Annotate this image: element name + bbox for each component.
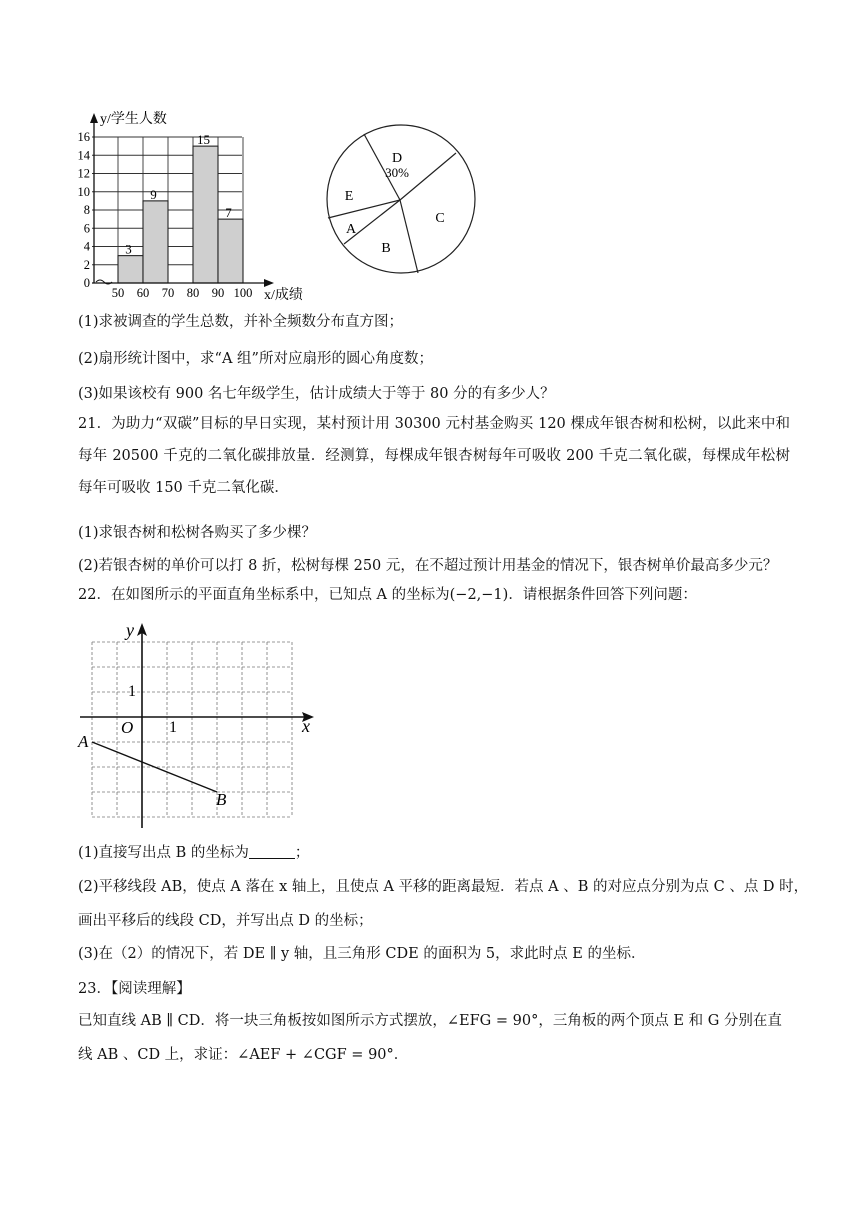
y-tick-label: 0	[83, 276, 90, 290]
histogram-bar	[193, 146, 218, 283]
pie-slice-label: D	[391, 151, 403, 166]
y-tick-label: 12	[77, 166, 90, 181]
q22-stem-end: ．请根据条件回答下列问题：	[508, 587, 697, 603]
histogram-y-axis-label: y/学生人数	[100, 112, 167, 127]
pie-slice-label: B	[381, 241, 391, 256]
answer-blank	[249, 844, 295, 859]
q21-stem: 21．为助力“双碳”目标的早日实现，某村预计用 30300 元村基金购买 120 棵成年银杏树和松树，以此来中和每年 20500 千克的二氧化碳排放量．经测算，每棵成年银杏树每年可吸收 200 千克二氧化碳，每棵成年松树每年可吸收 150 千克二氧化碳．	[78, 416, 790, 496]
x-tick-label: 60	[136, 286, 150, 300]
origin-label: O	[121, 718, 134, 737]
q20-part2: (2)扇形统计图中，求“A 组”所对应扇形的圆心角度数；	[78, 351, 433, 367]
q22-part1-text: (1)直接写出点 B 的坐标为	[78, 845, 249, 861]
y-tick-label: 8	[83, 203, 90, 217]
pie-divider	[400, 200, 418, 273]
histogram-bar	[218, 219, 243, 283]
y-tick-label: 4	[83, 239, 90, 254]
x-tick-label: 70	[161, 286, 175, 300]
x-tick-label: 90	[211, 286, 225, 300]
x-tick-label: 100	[233, 286, 253, 300]
q22-stem	[78, 585, 697, 605]
y-unit-label: 1	[128, 683, 136, 700]
q23-title: 23．【阅读理解】	[78, 981, 191, 997]
frequency-histogram	[70, 105, 320, 305]
q22-part2-line1: (2)平移线段 AB，使点 A 落在 x 轴上，且使点 A 平移的距离最短．若点 A 、B 的对应点分别为点 C 、点 D 时，	[78, 879, 809, 895]
histogram-bar	[118, 256, 143, 283]
bar-data-label: 7	[225, 205, 232, 221]
bar-data-label: 3	[125, 241, 132, 257]
pie-slice-label: C	[435, 211, 445, 226]
histogram-bars	[118, 146, 243, 283]
y-tick-label: 16	[77, 130, 90, 144]
q21-part1: (1)求银杏树和松树各购买了多少棵？	[78, 525, 317, 541]
q22-part1	[78, 843, 309, 863]
pie-slice-label: A	[345, 222, 357, 237]
grid-y-label: y	[126, 620, 134, 640]
q23-line1: 已知直线 AB ∥ CD．将一块三角板按如图所示方式摆放，∠EFG = 90°，三角板的两个顶点 E 和 G 分别在直	[78, 1013, 782, 1029]
histogram-x-axis-label: x/成绩	[264, 288, 303, 303]
pie-slice-percent: 30%	[385, 165, 409, 180]
y-tick-label: 10	[77, 184, 90, 199]
q20-part3: (3)如果该校有 900 名七年级学生，估计成绩大于等于 80 分的有多少人？	[78, 386, 555, 402]
point-b-label: B	[216, 790, 227, 809]
x-tick-label: 50	[111, 286, 125, 300]
x-tick-label: 80	[186, 286, 200, 300]
x-unit-label: 1	[169, 719, 177, 736]
q22-part3: (3)在（2）的情况下，若 DE ∥ y 轴，且三角形 CDE 的面积为 5，求此时点 E 的坐标．	[78, 946, 646, 962]
y-tick-label: 14	[77, 148, 90, 163]
q22-part2-line2: 画出平移后的线段 CD，并写出点 D 的坐标；	[78, 913, 373, 929]
q20-part1: (1)求被调查的学生总数，并补全频数分布直方图；	[78, 314, 404, 330]
coordinate-grid-figure	[74, 620, 324, 832]
q23-line2: 线 AB 、CD 上，求证：∠AEF + ∠CGF = 90°．	[78, 1047, 409, 1063]
coordinate-axes	[80, 623, 314, 828]
bar-data-label: 9	[150, 186, 157, 202]
grid-x-label: x	[302, 716, 310, 736]
q22-part1-end: ；	[294, 845, 310, 861]
y-tick-label: 2	[83, 257, 90, 272]
q22-stem-text: 22．在如图所示的平面直角坐标系中，已知点 A 的坐标为	[78, 587, 450, 603]
point-a-coordinate: (−2,−1)	[449, 587, 509, 603]
q21-part2: (2)若银杏树的单价可以打 8 折，松树每棵 250 元，在不超过预计用基金的情况下，银杏树单价最高多少元？	[78, 558, 778, 574]
pie-chart	[320, 120, 480, 280]
bar-data-label: 15	[197, 132, 210, 148]
pie-slice-label: E	[344, 189, 354, 204]
y-tick-label: 6	[83, 221, 90, 236]
histogram-bar	[143, 201, 168, 283]
point-a-label: A	[78, 732, 89, 751]
